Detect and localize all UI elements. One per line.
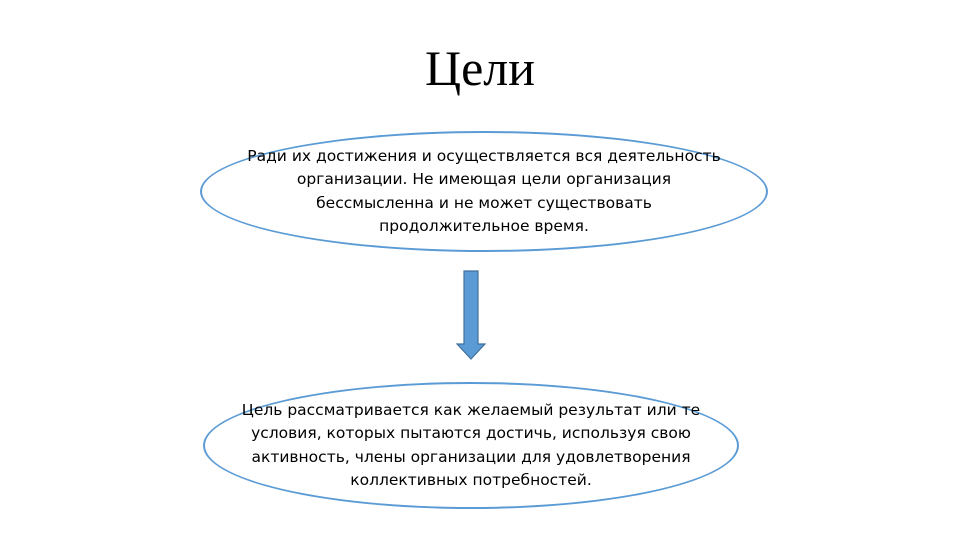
goal-box-bottom-text: Цель рассматривается как желаемый результат или те условия, которых пытаются достичь, используя свою активность, члены организации для удовлетворения коллективных потребностей. (241, 400, 701, 489)
arrow-down-icon (456, 270, 486, 360)
goal-box-top (200, 131, 768, 252)
goal-box-bottom (203, 382, 739, 509)
slide-title: Цели (424, 40, 535, 96)
goal-box-top-text: Ради их достижения и осуществляется вся деятельность организации. Не имеющая цели организация бессмысленна и не может существовать продолжительное время. (247, 146, 721, 235)
